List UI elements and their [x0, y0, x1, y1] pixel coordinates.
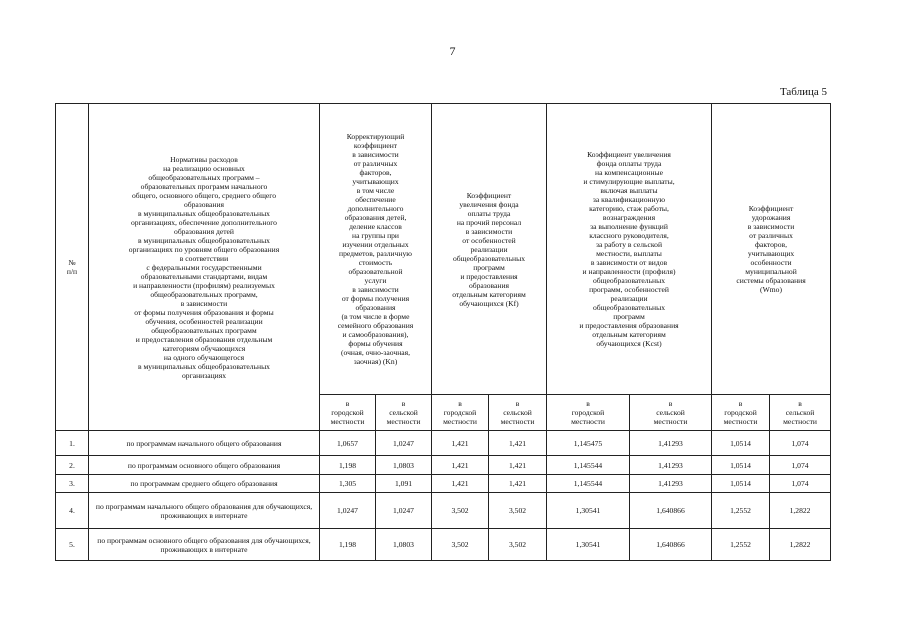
wmo-urban-value: 1,0514 [712, 475, 770, 493]
wmo-urban-value: 1,0514 [712, 431, 770, 456]
row-number: 2. [56, 456, 89, 475]
row-description: по программам основного общего образования [89, 456, 320, 475]
kf-urban-value: 1,421 [432, 475, 489, 493]
kn-rural-value: 1,0247 [376, 431, 432, 456]
header-kf-urban: в городской местности [432, 395, 489, 431]
wmo-rural-value: 1,074 [770, 431, 831, 456]
row-description: по программам начального общего образования [89, 431, 320, 456]
row-number: 1. [56, 431, 89, 456]
header-kcst-urban: в городской местности [547, 395, 630, 431]
kcst-urban-value: 1,145475 [547, 431, 630, 456]
header-kn-rural: в сельской местности [376, 395, 432, 431]
coefficients-table [55, 103, 831, 561]
kn-urban-value: 1,0247 [320, 493, 376, 529]
kcst-rural-value: 1,41293 [630, 431, 712, 456]
row-description: по программам начального общего образования для обучающихся, проживающих в интернате [89, 493, 320, 529]
kf-rural-value: 3,502 [489, 529, 547, 561]
kn-rural-value: 1,0803 [376, 456, 432, 475]
kf-rural-value: 1,421 [489, 456, 547, 475]
wmo-urban-value: 1,2552 [712, 493, 770, 529]
header-col-wmo: Коэффициент удорожания в зависимости от различных факторов, учитывающих особенности муниципальной системы образования (Wmo) [712, 104, 831, 395]
table-label: Таблица 5 [779, 86, 827, 98]
kf-urban-value: 3,502 [432, 529, 489, 561]
kn-rural-value: 1,091 [376, 475, 432, 493]
header-kf-rural: в сельской местности [489, 395, 547, 431]
kf-urban-value: 3,502 [432, 493, 489, 529]
row-description: по программам основного общего образования для обучающихся, проживающих в интернате [89, 529, 320, 561]
kn-urban-value: 1,305 [320, 475, 376, 493]
table-row [56, 493, 831, 529]
kf-rural-value: 3,502 [489, 493, 547, 529]
kcst-urban-value: 1,30541 [547, 529, 630, 561]
kn-urban-value: 1,198 [320, 456, 376, 475]
header-kn-urban: в городской местности [320, 395, 376, 431]
kcst-urban-value: 1,145544 [547, 456, 630, 475]
header-col-kf: Коэффициент увеличения фонда оплаты труда на прочий персонал в зависимости от особенностей реализации общеобразовательных программ и предоставления образования отдельным категориям обучающихся (Kf) [432, 104, 547, 395]
kcst-rural-value: 1,640866 [630, 529, 712, 561]
row-number: 5. [56, 529, 89, 561]
header-wmo-rural: в сельской местности [770, 395, 831, 431]
row-number: 3. [56, 475, 89, 493]
kcst-urban-value: 1,145544 [547, 475, 630, 493]
table-row [56, 475, 831, 493]
kf-rural-value: 1,421 [489, 475, 547, 493]
wmo-urban-value: 1,0514 [712, 456, 770, 475]
header-wmo-urban: в городской местности [712, 395, 770, 431]
kf-rural-value: 1,421 [489, 431, 547, 456]
header-col-number: № п/п [56, 104, 89, 431]
wmo-rural-value: 1,074 [770, 475, 831, 493]
kn-rural-value: 1,0247 [376, 493, 432, 529]
wmo-rural-value: 1,2822 [770, 493, 831, 529]
table-row [56, 431, 831, 456]
header-col-kcst: Коэффициент увеличения фонда оплаты труда на компенсационные и стимулирующие выплаты, включая выплаты за квалификационную категорию, стаж работы, вознаграждения за выполнение функций классного руководителя, за работу в сельской местности, выплаты в зависимости от видов и направленности (профиля) общеобразовательных программ, особенностей реализации общеобразовательных программ и предоставления образования отдельным категориям обучающихся (Kcst) [547, 104, 712, 395]
wmo-rural-value: 1,074 [770, 456, 831, 475]
table-row [56, 456, 831, 475]
kcst-rural-value: 1,41293 [630, 475, 712, 493]
kcst-rural-value: 1,41293 [630, 456, 712, 475]
header-row-main [56, 104, 831, 395]
kn-urban-value: 1,198 [320, 529, 376, 561]
row-description: по программам среднего общего образования [89, 475, 320, 493]
kcst-urban-value: 1,30541 [547, 493, 630, 529]
table-row [56, 529, 831, 561]
kn-rural-value: 1,0803 [376, 529, 432, 561]
kf-urban-value: 1,421 [432, 456, 489, 475]
wmo-rural-value: 1,2822 [770, 529, 831, 561]
wmo-urban-value: 1,2552 [712, 529, 770, 561]
page-number: 7 [449, 44, 456, 58]
header-kcst-rural: в сельской местности [630, 395, 712, 431]
header-col-description: Нормативы расходов на реализацию основных общеобразовательных программ – образовательных программ начального общего, основного общего, среднего общего образования в муниципальных общеобразовательных организациях, обеспечение дополнительного образования детей в муниципальных общеобразовательных организациях по уровням общего образования в соответствии с федеральными государственными образовательными стандартами, видам и направленности (профилям) реализуемых общеобразовательных программ, в зависимости от формы получения образования и формы обучения, особенностей реализации общеобразовательных программ и предоставления образования отдельным категориям обучающихся на одного обучающегося в муниципальных общеобразовательных организациях [89, 104, 320, 431]
kcst-rural-value: 1,640866 [630, 493, 712, 529]
header-col-kn: Корректирующий коэффициент в зависимости от различных факторов, учитывающих в том числе обеспечение дополнительного образования детей, деление классов на группы при изучении отдельных предметов, различную стоимость образовательной услуги в зависимости от формы получения образования (в том числе в форме семейного образования и самообразования), формы обучения (очная, очно-заочная, заочная) (Kn) [320, 104, 432, 395]
row-number: 4. [56, 493, 89, 529]
kn-urban-value: 1,0657 [320, 431, 376, 456]
kf-urban-value: 1,421 [432, 431, 489, 456]
